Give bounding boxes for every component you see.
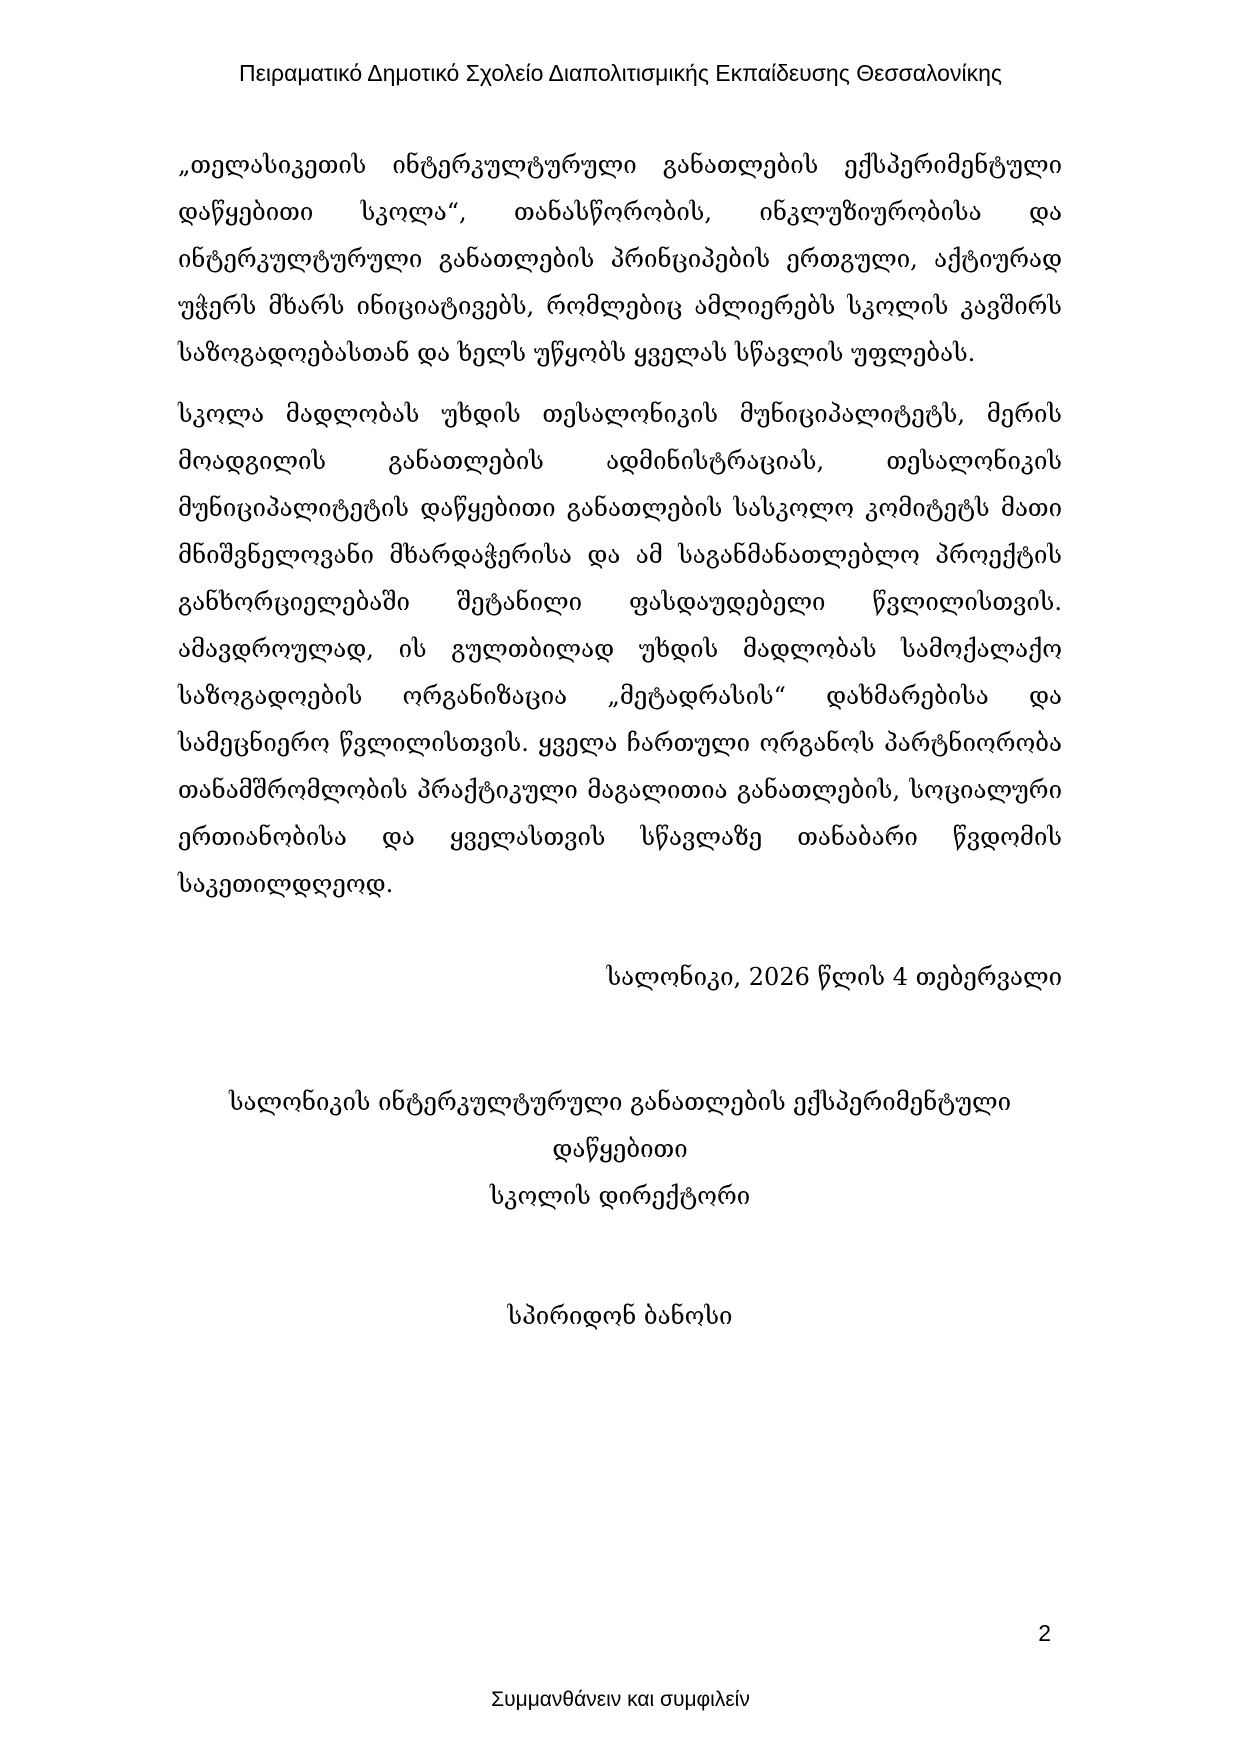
signature-block: [178, 1079, 1062, 1340]
footer-motto: Συμμανθάνειν και συμφιλείν: [491, 1688, 750, 1711]
school-name-title: Πειραματικό Δημοτικό Σχολείο Διαπολιτισμικής Εκπαίδευσης Θεσσαλονίκης: [239, 60, 1002, 86]
body-paragraph-2: სკოლა მადლობას უხდის თესალონიკის მუნიციპალიტეტს, მერის მოადგილის განათლების ადმინისტრაციას, თესალონიკის მუნიციპალიტეტის დაწყებითი განათლების სასკოლო კომიტეტს მათი მნიშვნელოვანი მხარდაჭერისა და ამ საგანმანათლებლო პროექტის განხორციელებაში შეტანილი ფასდაუდებელი წვლილისთვის. ამავდროულად, ის გულთბილად უხდის მადლობას სამოქალაქო საზოგადოების ორგანიზაცია „მეტადრასის“ დახმარებისა და სამეცნიერო წვლილისთვის. ყველა ჩართული ორგანოს პარტნიორობა თანამშრომლობის პრაქტიკული მაგალითია განათლების, სოციალური ერთიანობისა და ყველასთვის სწავლაზე თანაბარი წვდომის საკეთილდღეოდ.: [178, 400, 1062, 898]
document-header: [0, 60, 1241, 87]
signature-title-line2: სკოლის დირექტორი: [489, 1182, 751, 1210]
page-number: 2: [1038, 1620, 1051, 1646]
document-body: [178, 142, 1062, 1340]
signature-title-line1: სალონიკის ინტერკულტურული განათლების ექსპერიმენტული დაწყებითი: [228, 1088, 1012, 1163]
signature-name: სპირიდონ ბანოსი: [507, 1302, 733, 1330]
body-paragraph-1: „თელასიკეთის ინტერკულტურული განათლების ექსპერიმენტული დაწყებითი სკოლა“, თანასწორობის, ინკლუზიურობისა და ინტერკულტურული განათლების პრინციპების ერთგული, აქტიურად უჭერს მხარს ინიციატივებს, რომლებიც ამლიერებს სკოლის კავშირს საზოგადოებასთან და ხელს უწყობს ყველას სწავლის უფლებას.: [178, 151, 1062, 367]
date-line: სალონიკი, 2026 წლის 4 თებერვალი: [606, 963, 1062, 991]
